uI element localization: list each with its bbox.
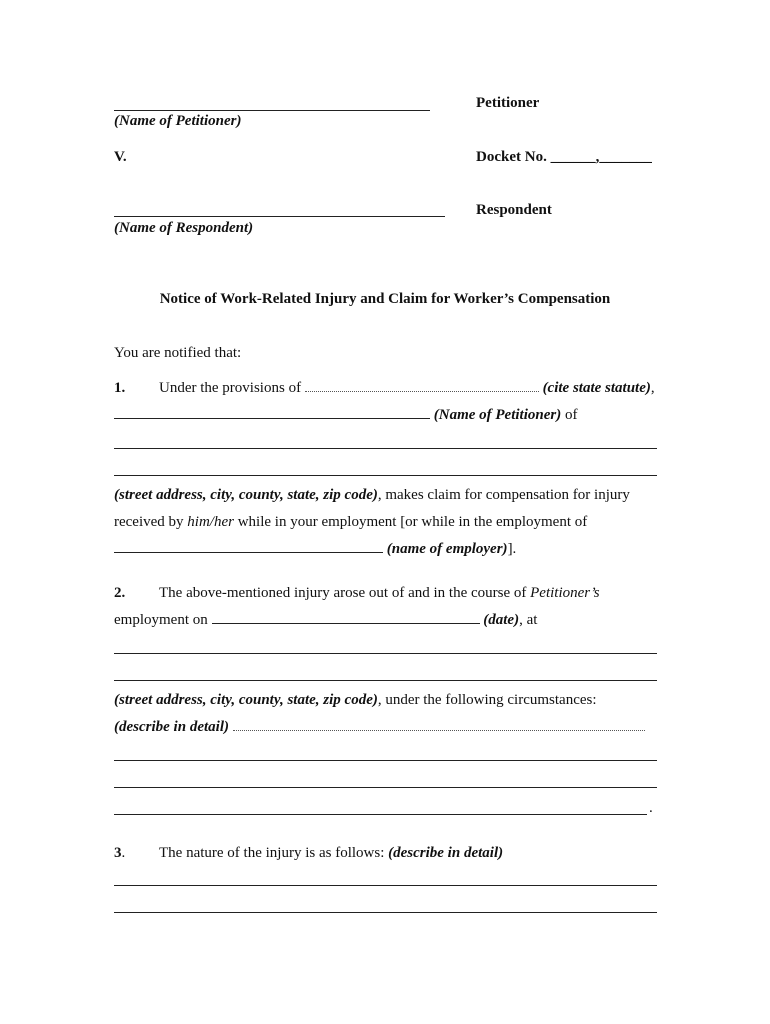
section-2-intro: The above-mentioned injury arose out of and in the course of (159, 585, 527, 601)
section-1-number: 1. (114, 380, 126, 396)
respondent-name-label: (Name of Respondent) (114, 220, 254, 236)
petitioner-name-label: (Name of Petitioner) (114, 113, 242, 129)
document-title: Notice of Work-Related Injury and Claim for Worker’s Compensation (159, 291, 611, 307)
address-line-1[interactable] (114, 448, 657, 449)
him-her-text: him/her (187, 514, 234, 530)
section-3-number: 3 (114, 845, 122, 861)
employer-label: (name of employer) (386, 541, 508, 557)
versus-label: V. (114, 149, 127, 165)
statute-field[interactable] (305, 390, 539, 392)
of-text: of (564, 407, 578, 423)
intro-text: You are notified that: (114, 345, 242, 361)
section-3-intro: The nature of the injury is as follows: (159, 845, 385, 861)
injury-line-2[interactable] (114, 912, 657, 913)
location-line-2[interactable] (114, 680, 657, 681)
date-field[interactable] (212, 622, 480, 624)
section-1-line-4 (114, 514, 587, 531)
petitioners-text: Petitioner’s (530, 585, 600, 601)
employment-text: while in your employment [or while in the employment of (237, 514, 588, 530)
circumstances-period: . (649, 800, 653, 816)
petitioner-name-line[interactable] (114, 110, 430, 111)
petitioner-label: Petitioner (476, 95, 540, 111)
cite-statute-label: (cite state statute) (542, 380, 651, 396)
address-line-2[interactable] (114, 475, 657, 476)
section-1-line-3 (114, 487, 630, 504)
section-1-line-2 (114, 407, 577, 424)
section-1-line-1 (114, 380, 655, 397)
circumstances-line-3[interactable] (114, 814, 647, 815)
section-2-line-4 (114, 719, 645, 736)
docket-number: Docket No. ______,_______ (476, 149, 652, 165)
claim-text: , makes claim for compensation for injury (377, 487, 630, 503)
circumstances-text: , under the following circumstances: (377, 692, 597, 708)
petitioner-field[interactable] (114, 417, 430, 419)
address-label-1: (street address, city, county, state, zip code) (114, 487, 378, 503)
section-3-dot: . (121, 845, 126, 861)
received-by-text: received by (114, 514, 184, 530)
employment-on-text: employment on (114, 612, 208, 628)
respondent-label: Respondent (476, 202, 552, 218)
section-2-number: 2. (114, 585, 126, 601)
section-1-intro: Under the provisions of (159, 380, 302, 396)
section-1-line-5 (114, 541, 516, 558)
bracket-end: ]. (507, 541, 517, 557)
describe-label-2: (describe in detail) (114, 719, 229, 735)
name-of-petitioner-label: (Name of Petitioner) (433, 407, 562, 423)
circumstances-line-2[interactable] (114, 787, 657, 788)
location-line-1[interactable] (114, 653, 657, 654)
section-3-line-1 (114, 845, 503, 862)
injury-line-1[interactable] (114, 885, 657, 886)
address-label-2: (street address, city, county, state, zip code) (114, 692, 378, 708)
at-text: , at (519, 612, 538, 628)
date-label: (date) (483, 612, 520, 628)
section-2-line-3 (114, 692, 597, 709)
describe-label-3: (describe in detail) (388, 845, 504, 861)
circumstances-field[interactable] (233, 729, 645, 731)
circumstances-line-1[interactable] (114, 760, 657, 761)
employer-field[interactable] (114, 551, 383, 553)
comma: , (650, 380, 655, 396)
section-2-line-1 (114, 585, 600, 602)
section-2-line-2 (114, 612, 537, 629)
respondent-name-line[interactable] (114, 216, 445, 217)
